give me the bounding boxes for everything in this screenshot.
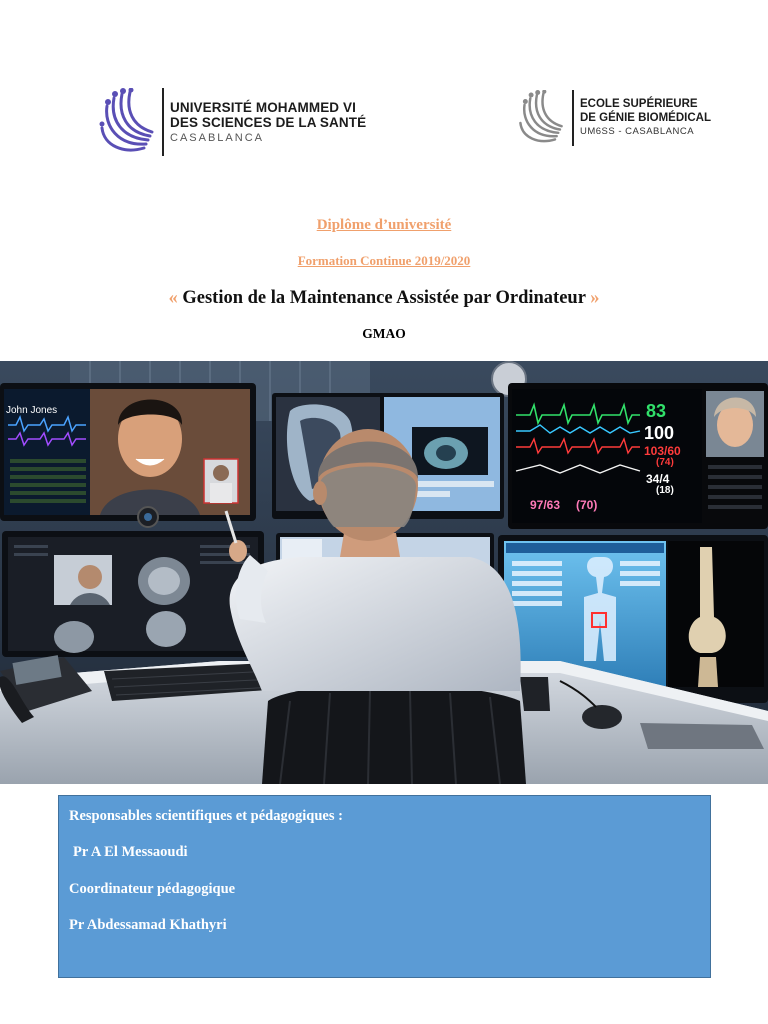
open-quote: « — [168, 288, 178, 308]
logo-school-city: UM6SS - CASABLANCA — [580, 125, 695, 137]
responsable-name: Pr A El Messaoudi — [73, 844, 188, 860]
hero-image — [0, 361, 768, 784]
logo-divider — [572, 90, 574, 146]
um6ss-logo — [96, 88, 366, 156]
vital-respiration-sub: (18) — [656, 485, 674, 496]
logo-divider — [162, 88, 164, 156]
diplome-heading: Diplôme d’université — [316, 217, 452, 233]
acronym-label: GMAO — [362, 326, 406, 341]
vital-heart-rate: 83 — [646, 401, 667, 421]
um6ss-emblem-icon — [96, 88, 158, 156]
logo-university-city: CASABLANCA — [170, 131, 264, 144]
vital-nibp-mean: (70) — [576, 498, 598, 512]
coordinateur-label: Coordinateur pédagogique — [69, 881, 236, 897]
logo-university-line2: DES SCIENCES DE LA SANTÉ — [170, 115, 367, 131]
close-quote: » — [590, 288, 600, 308]
vital-spo2: 100 — [644, 423, 675, 443]
responsables-info-box — [58, 795, 711, 978]
esgb-emblem-icon — [514, 90, 568, 146]
patient-name-label: John Jones — [6, 405, 58, 416]
vital-blood-pressure-mean: (74) — [656, 457, 674, 468]
logo-school-line2: DE GÉNIE BIOMÉDICAL — [580, 111, 711, 124]
vital-respiration: 34/4 — [646, 472, 670, 486]
logo-school-line1: ECOLE SUPÉRIEURE — [580, 98, 698, 111]
vital-nibp: 97/63 — [530, 498, 561, 512]
esgb-logo — [514, 90, 711, 146]
formation-subheading: Formation Continue 2019/2020 — [297, 253, 471, 268]
responsables-label: Responsables scientifiques et pédagogiques : — [69, 808, 343, 824]
medical-control-room-illustration — [0, 361, 768, 784]
page-title-text: Gestion de la Maintenance Assistée par Ordinateur — [182, 288, 586, 308]
coordinateur-name: Pr Abdessamad Khathyri — [69, 917, 227, 933]
logo-university-line1: UNIVERSITÉ MOHAMMED VI — [170, 99, 356, 115]
page-title — [0, 288, 768, 309]
vital-blood-pressure: 103/60 — [644, 444, 681, 458]
